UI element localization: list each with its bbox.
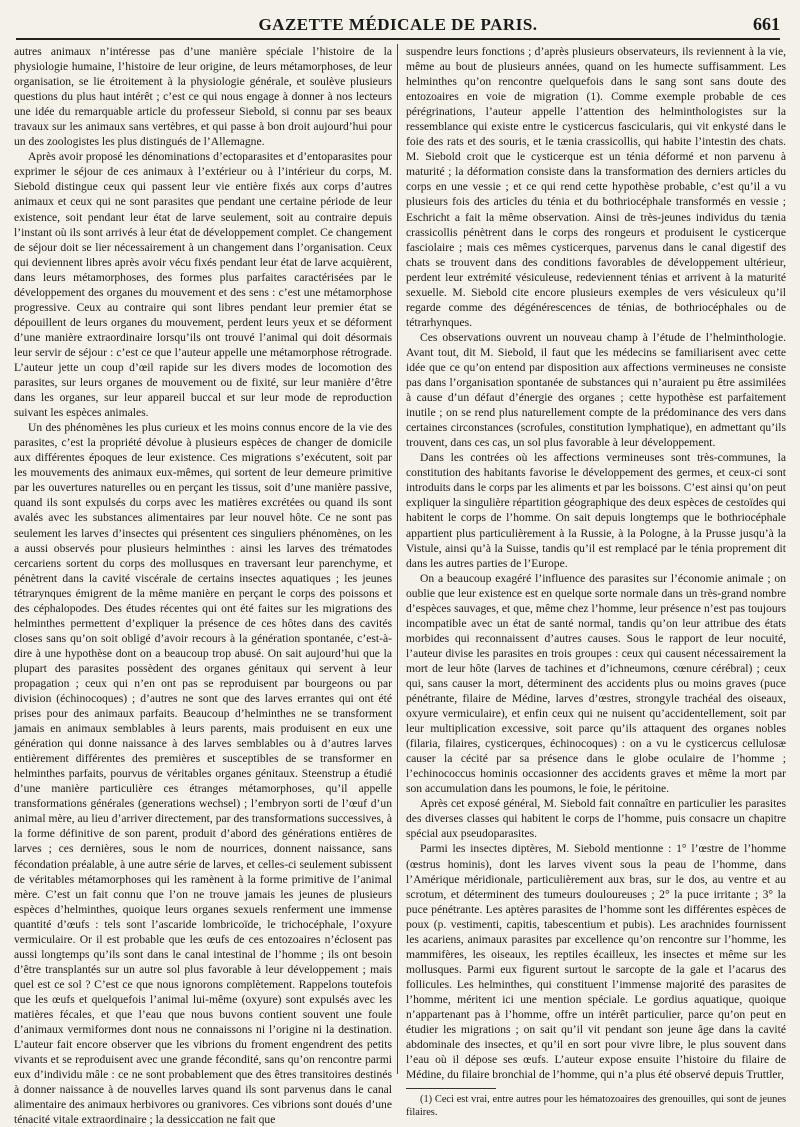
column-divider [397,44,398,1074]
paragraph: Un des phénomènes les plus curieux et les moins connus encore de la vie des parasites, c’est la propriété dévolue à plusieurs espèces de changer de domicile aux différentes époques de leur existence. Ces migrations s’exécutent, soit par les mouvements des animaux eux-mêmes, qui sortent de leur demeure primitive par les ouvertures naturelles ou en perçant les tissus, soit d’une manière passive, quand ils sont expulsés du corps avec les matières excrétées ou quand ils sont avalés avec les substances alimentaires par leur nouvel hôte. Ce ne sont pas seulement les larves d’insectes qui présentent ces singuliers phénomènes, on les a aussi observés pour plusieurs helminthes : ainsi les larves des trématodes cercariens sortent du corps des mollusques en traversant leur parenchyme, et pénètrent dans la cavité viscérale de certains insectes aquatiques ; les jeunes tétrarynques émigrent de la même manière en perçant le corps des poissons et des céphalopodes. Des études récentes qui ont été faites sur les migrations des helminthes permettent d’expliquer la présence de ces hôtes dans des cavités closes sans qu’on soit obligé d’avoir recours à la génération spontanée, c’est-à-dire à une hypothèse dont on a beaucoup trop abusé. On sait aujourd’hui que la plupart des parasites possèdent des organes génitaux qui servent à leur propagation ; ceux qui n’en ont pas se reproduisent par bourgeons ou par division (échinocoques) ; d’autres ne sont que des larves errantes qui ont été prises pour des animaux parfaits. Beaucoup d’helminthes ne se transforment jamais en animaux semblables à leurs parents, mais produisent en eux une génération qui donne naissance à des larves semblables ou à d’autres larves entièrement différentes des premières et susceptibles de se transformer en helminthes parfaits, pourvus de véritables organes génitaux. Steenstrup a étudié d’une manière particulière ces étranges métamorphoses, qu’il appelle transformations générales (generations wechsel) ; l’embryon sorti de l’œuf d’un animal mère, au lieu d’arriver directement, par des transformations successives, à la forme définitive de son parent, produit d’abord des générations entières de larves ; ces dernières, sous le nom de nourrices, donnent naissance, sans fécondation préalable, à une autre série de larves, et celles-ci seulement subissent de véritables métamorphoses qui les ramènent à la forme primitive de l’animal mère. C’est un fait connu que l’on ne trouve jamais les jeunes de plusieurs espèces d’helminthes, quoique leurs organes sexuels renferment une immense quantité d’œufs : tels sont l’ascaride lombricoïde, le trichocéphale, l’oxyure vermiculaire. Or il est probable que les œufs de ces entozoaires n’éclosent pas aussi longtemps qu’ils sont dans le canal intestinal de l’homme ; ils ont besoin d’être transplantés sur un autre sol plus favorable à leur développement ; mais quel est ce sol ? C’est ce que nous ignorons complètement. Rappelons toutefois que les œufs et quelquefois l’animal lui-même (oxyure) sont expulsés avec les matières fécales, et que l’eau que nous buvons contient souvent une foule d’animaux vermiformes dont nous ne connaissons ni l’origine ni la destination. L’auteur fait encore observer que les vibrions du froment engendrent des petits vivants et se reproduisent avec une grande fécondité, sans qu’on rencontre parmi eux d’individu mâle : ce ne sont probablement que des êtres transitoires destinés à donner naissance à de nouvelles larves quand ils sont parvenus dans le canal alimentaire des animaux herbivores ou granivores. Ces vibrions sont doués d’une ténacité vitale extraordinaire ; la dessiccation ne fait que [14,421,392,1127]
paragraph: suspendre leurs fonctions ; d’après plusieurs observateurs, ils reviennent à la vie, même au bout de plusieurs années, quand on les humecte suffisamment. Les helminthes qu’on rencontre quelquefois dans le sang sont sans doute des entozoaires en voie de migration (1). Comme exemple probable de ces pérégrinations, l’auteur appelle l’attention des helminthologistes sur la ressemblance qui existe entre le cysticercus fascicularis, qui vit enkysté dans le foie des rats et des souris, et le tænia crassicollis, qui habite l’intestin des chats. M. Siebold croit que le cysticerque est un ténia déformé et non parvenu à maturité ; la déformation consiste dans la transformation des derniers articles du corps en une vessie ; et ce qui rend cette hypothèse probable, c’est qu’il a vu plusieurs fois des articles du ténia et du bothriocéphale transformés en vessie ; Eschricht a fait la même observation. Ainsi de très-jeunes individus du tænia crassicollis pénètrent dans le corps des rongeurs et produisent le cysticerque fasciolaire ; mais ces mêmes cysticerques, parvenus dans le canal digestif des chats se trouvent dans des conditions favorables de développement ultérieur, perdent leur extrémité vésiculeuse, redeviennent ténias et arrivent à la maturité sexuelle. M. Siebold cite encore plusieurs exemples de vers vésiculeux qu’il regarde comme des dégénérescences de ténias, de bothriocéphales ou de tétrarhynques. [406,45,786,329]
right-column [406,44,786,1119]
paragraph: Parmi les insectes diptères, M. Siebold mentionne : 1° l’œstre de l’homme (œstrus hominis), dont les larves vivent sous la peau de l’homme, dans l’Amérique méridionale, particulièrement aux bras, sur le dos, au ventre et au scrotum, et déterminent des tumeurs douloureuses ; 2° la puce irritante ; 3° la puce pénétrante. Les aptères parasites de l’homme sont les différentes espèces de poux (p. vestimenti, capitis, tabescentium et pubis). Les arachnides fournissent les acariens, animaux parasites par excellence qu’on rencontre sur l’homme, les mammifères, les oiseaux, les reptiles écailleux, les insectes et même sur les mollusques. Parmi eux figurent surtout le sarcopte de la gale et l’acarus des follicules. Les helminthes, qui constituent l’immense majorité des parasites de l’homme, méritent ici une mention spéciale. Le gordius aquatique, quoique n’appartenant pas à l’homme, offre un intérêt particulier, parce qu’on peut en étudier les migrations ; on sait qu’il vit pendant son jeune âge dans la cavité abdominale des insectes, et qu’il en sort pour vivre libre, le plus souvent dans l’eau où il dépose ses œufs. L’auteur expose ensuite l’histoire du filaire de Médine, du filaire bronchial de l’homme, qui n’a plus été observé depuis Truttler, [406,842,786,1082]
page-number: 661 [753,14,780,34]
left-column [14,44,392,1127]
paragraph: Dans les contrées où les affections vermineuses sont très-communes, la constitution des habitants favorise le développement des germes, et ceux-ci sont introduits dans le corps par les aliments et par les boissons. C’est ainsi qu’on peut expliquer la singulière répartition géographique des deux espèces de cestoïdes qui habitent le corps de l’homme. On sait depuis longtemps que le bothriocéphale appartient plus particulièrement à la Russie, à la Pologne, à la Prusse jusqu’à la Vistule, ainsi qu’à la Suisse, tandis qu’il est remplacé par le ténia proprement dit dans les autres parties de l’Europe. [406,451,786,570]
paragraph: Après avoir proposé les dénominations d’ectoparasites et d’entoparasites pour exprimer le séjour de ces animaux à l’extérieur ou à l’intérieur du corps, M. Siebold distingue ceux qui passent leur vie entière fixés aux corps d’autres animaux et ceux qui ne sont parasites que pendant une certaine période de leur existence, soit pendant leur état de larve seulement, soit au contraire depuis l’instant où ils sont arrivés à leur état de développement complet. Ce changement de séjour doit se lier nécessairement à un changement dans l’organisation. Ceux qui deviennent libres après avoir vécu fixés pendant leur état de larve acquièrent, dans leurs métamorphoses, des formes plus parfaites caractérisées par le développement des organes du mouvement et des sens : c’est une métamorphose progressive. Ceux au contraire qui sont libres pendant leur premier état se dépouillent de leurs organes du mouvement, perdent leurs yeux et se déforment d’une manière extraordinaire lorsqu’ils ont trouvé l’animal qui doit désormais leur servir de séjour : c’est ce que l’auteur appelle une métamorphose rétrograde. L’auteur jette un coup d’œil rapide sur les divers modes de locomotion des parasites, sur leurs organes de mouvement ou de fixité, sur leur manière d’être dans les organes, sur leur appareil buccal et sur leur mode de reproduction suivant les espèces animales. [14,150,392,420]
footnote: (1) Ceci est vrai, entre autres pour les hématozoaires des grenouilles, qui sont de jeunes filaires. [406,1094,786,1119]
journal-title: GAZETTE MÉDICALE DE PARIS. [258,15,538,34]
footnote-divider [406,1088,496,1089]
paragraph: Après cet exposé général, M. Siebold fait connaître en particulier les parasites des diverses classes qui habitent le corps de l’homme, puis consacre un chapitre spécial aux pseudoparasites. [406,797,786,841]
page-header [16,12,780,40]
paragraph: Ces observations ouvrent un nouveau champ à l’étude de l’helminthologie. Avant tout, dit M. Siebold, il faut que les médecins se familiarisent avec cette idée que ce qu’on entend par disposition aux affections vermineuses ne consiste pas dans l’organisation spontanée de substances qui n’auraient pu être assimilées à cause d’un défaut d’énergie des organes ; cette hypothèse est parfaitement inutile ; on se rend plus naturellement compte de la prédominance des vers dans certaines circonstances (scrofules, constitution lymphatique), en admettant qu’ils trouvent, dans ces cas, un sol plus favorable à leur développement. [406,330,786,450]
paragraph: On a beaucoup exagéré l’influence des parasites sur l’économie animale ; on oublie que leur existence est en quelque sorte normale dans un très-grand nombre d’espèces sauvages, et que, même chez l’homme, leur présence n’est pas toujours incompatible avec un état de santé normal, tandis qu’on leur attribue des états morbides qui reconnaissent d’autres causes. Sous le rapport de leur nocuité, l’auteur divise les parasites en trois groupes : ceux qui causent nécessairement la mort de leur hôte (larves de tachines et d’ichneumons, cœnure cérébral) ; ceux qui, sans causer la mort, déterminent des accidents plus ou moins graves (puce pénétrante, filaire de Médine, larves d’œstres, strongyle trachéal des oiseaux, oxyure vermiculaire), et enfin ceux qui ne nuisent qu’accidentellement, soit par leur multiplication excessive, soit parce qu’ils attaquent des organes nobles (filaria, filaires, cysticerques, échinocoques) : on a vu le cysticercus cellulosæ causer la cécité par sa présence dans le globe oculaire de l’homme ; l’echinococcus hominis occasionner des accidents graves et même la mort par son accumulation dans les poumons, le foie, le péritoine. [406,571,786,796]
paragraph: autres animaux n’intéresse pas d’une manière spéciale l’histoire de la physiologie humaine, l’histoire de leur origine, de leurs métamorphoses, de leur organisation, se lie étroitement à la physiologie générale, et soulève plusieurs questions du plus haut intérêt ; c’est ce qui nous engage à donner à nos lecteurs une idée du remarquable article du professeur Siebold, si connu par ses beaux travaux sur les animaux sans vertèbres, et qui passe à bon droit aujourd’hui pour un des zoologistes les plus distingués de l’Allemagne. [14,45,392,149]
